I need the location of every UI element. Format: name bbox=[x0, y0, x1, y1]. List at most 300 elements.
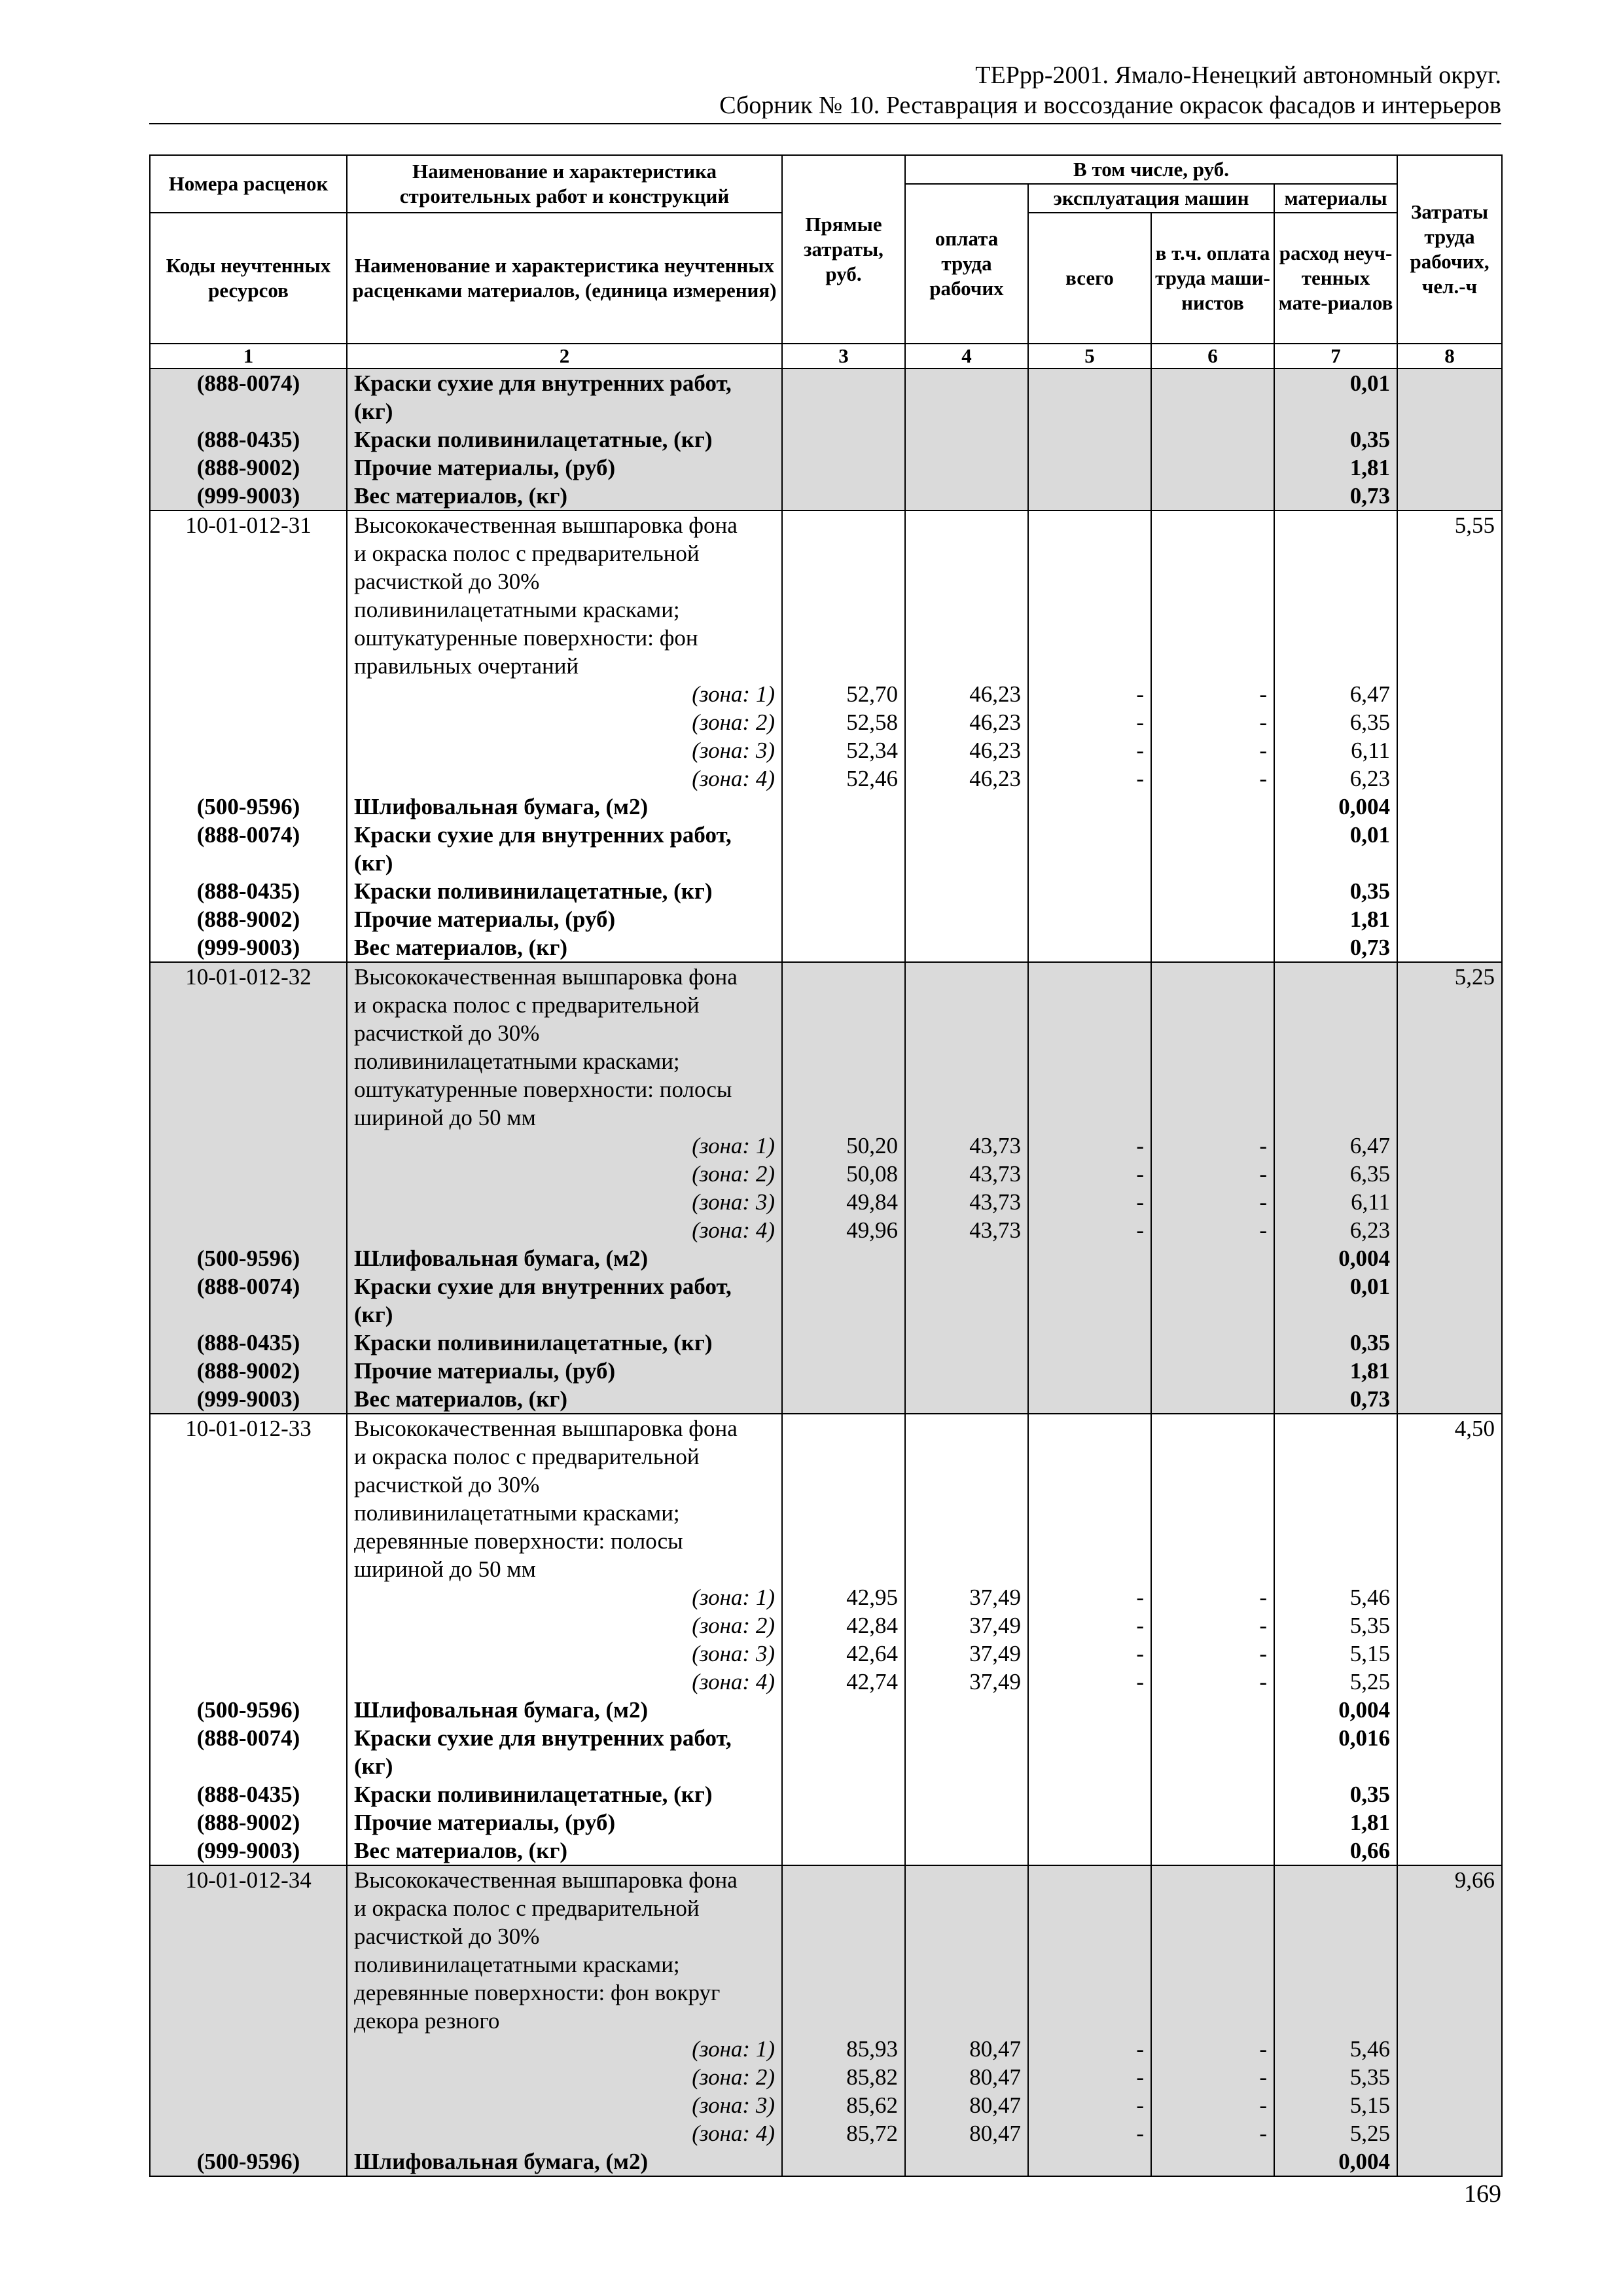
resource-name: Краски сухие для внутренних работ, bbox=[347, 1272, 782, 1300]
empty-cell bbox=[782, 1357, 905, 1385]
resource-name: Шлифовальная бумага, (м2) bbox=[347, 793, 782, 821]
material-consumption: 0,35 bbox=[1274, 877, 1397, 905]
direct-costs: 85,93 bbox=[782, 2035, 905, 2063]
empty-cell bbox=[782, 821, 905, 849]
empty-cell bbox=[905, 1555, 1028, 1583]
labor-costs bbox=[1397, 539, 1502, 567]
empty-cell bbox=[782, 1244, 905, 1272]
empty-cell bbox=[782, 1075, 905, 1103]
work-description: расчисткой до 30% bbox=[347, 1019, 782, 1047]
machines-total: - bbox=[1028, 680, 1151, 708]
empty-cell bbox=[1151, 991, 1274, 1019]
empty-cell bbox=[1028, 793, 1151, 821]
material-row bbox=[150, 1752, 1502, 1780]
empty-cell bbox=[150, 1583, 347, 1611]
rate-code bbox=[150, 1979, 347, 2007]
empty-cell bbox=[150, 2119, 347, 2147]
empty-cell bbox=[1397, 1160, 1502, 1188]
resource-code: (999-9003) bbox=[150, 1837, 347, 1865]
zone-label: (зона: 1) bbox=[347, 1583, 782, 1611]
col-number: 6 bbox=[1151, 344, 1274, 368]
col-material-use: расход неуч-тенных мате-риалов bbox=[1274, 213, 1397, 344]
labor-costs bbox=[1397, 991, 1502, 1019]
labor-pay: 43,73 bbox=[905, 1216, 1028, 1244]
rate-code bbox=[150, 991, 347, 1019]
material-consumption: 0,01 bbox=[1274, 1272, 1397, 1300]
empty-cell bbox=[1151, 1047, 1274, 1075]
empty-cell bbox=[1397, 1244, 1502, 1272]
empty-cell bbox=[1151, 1865, 1274, 1894]
labor-costs: 4,50 bbox=[1397, 1414, 1502, 1443]
material-row bbox=[150, 877, 1502, 905]
material-row bbox=[150, 905, 1502, 933]
material-consumption: 1,81 bbox=[1274, 454, 1397, 482]
resource-name: Прочие материалы, (руб) bbox=[347, 1357, 782, 1385]
empty-cell bbox=[1151, 1808, 1274, 1837]
materials-cost: 5,35 bbox=[1274, 1611, 1397, 1640]
empty-cell bbox=[150, 2035, 347, 2063]
labor-costs bbox=[1397, 1103, 1502, 1132]
resource-name: Прочие материалы, (руб) bbox=[347, 1808, 782, 1837]
rate-code bbox=[150, 567, 347, 596]
empty-cell bbox=[1028, 596, 1151, 624]
zone-label: (зона: 1) bbox=[347, 1132, 782, 1160]
empty-cell bbox=[1274, 1979, 1397, 2007]
rates-table bbox=[149, 154, 1503, 2177]
work-description: Высококачественная вышпаровка фона bbox=[347, 1414, 782, 1443]
resource-code: (888-0435) bbox=[150, 877, 347, 905]
resource-name: Вес материалов, (кг) bbox=[347, 933, 782, 962]
zone-row bbox=[150, 1132, 1502, 1160]
empty-cell bbox=[905, 1103, 1028, 1132]
empty-cell bbox=[782, 1979, 905, 2007]
material-row bbox=[150, 1724, 1502, 1752]
labor-costs bbox=[1397, 596, 1502, 624]
page-number: 169 bbox=[1464, 2180, 1501, 2208]
empty-cell bbox=[782, 454, 905, 482]
resource-code: (999-9003) bbox=[150, 482, 347, 511]
empty-cell bbox=[905, 1865, 1028, 1894]
empty-cell bbox=[1028, 1443, 1151, 1471]
col-number: 7 bbox=[1274, 344, 1397, 368]
machines-total: - bbox=[1028, 2119, 1151, 2147]
materials-cost: 5,46 bbox=[1274, 2035, 1397, 2063]
resource-name: (кг) bbox=[347, 1752, 782, 1780]
direct-costs: 52,70 bbox=[782, 680, 905, 708]
empty-cell bbox=[782, 368, 905, 397]
empty-cell bbox=[1151, 1443, 1274, 1471]
machinist-pay: - bbox=[1151, 2091, 1274, 2119]
empty-cell bbox=[1151, 821, 1274, 849]
zone-label: (зона: 2) bbox=[347, 1160, 782, 1188]
direct-costs: 52,34 bbox=[782, 736, 905, 764]
resource-code: (500-9596) bbox=[150, 1244, 347, 1272]
material-row bbox=[150, 368, 1502, 397]
empty-cell bbox=[782, 1865, 905, 1894]
material-consumption: 0,73 bbox=[1274, 933, 1397, 962]
resource-name: (кг) bbox=[347, 397, 782, 425]
materials-cost: 6,47 bbox=[1274, 1132, 1397, 1160]
empty-cell bbox=[1274, 1555, 1397, 1583]
zone-row bbox=[150, 736, 1502, 764]
empty-cell bbox=[1151, 1329, 1274, 1357]
empty-cell bbox=[1397, 1668, 1502, 1696]
empty-cell bbox=[150, 1668, 347, 1696]
col-rate-numbers: Номера расценок bbox=[150, 155, 347, 213]
labor-costs: 5,25 bbox=[1397, 962, 1502, 991]
col-number: 8 bbox=[1397, 344, 1502, 368]
empty-cell bbox=[905, 368, 1028, 397]
work-description: и окраска полос с предварительной bbox=[347, 1894, 782, 1922]
empty-cell bbox=[1151, 1894, 1274, 1922]
empty-cell bbox=[150, 708, 347, 736]
resource-name: Шлифовальная бумага, (м2) bbox=[347, 2147, 782, 2176]
labor-costs bbox=[1397, 1555, 1502, 1583]
empty-cell bbox=[1151, 1300, 1274, 1329]
machines-total: - bbox=[1028, 736, 1151, 764]
empty-cell bbox=[1028, 1414, 1151, 1443]
empty-cell bbox=[1151, 511, 1274, 539]
resource-code bbox=[150, 849, 347, 877]
rate-description-row bbox=[150, 567, 1502, 596]
empty-cell bbox=[1397, 1696, 1502, 1724]
zone-row bbox=[150, 1640, 1502, 1668]
empty-cell bbox=[150, 764, 347, 793]
direct-costs: 52,58 bbox=[782, 708, 905, 736]
empty-cell bbox=[905, 1414, 1028, 1443]
material-row bbox=[150, 933, 1502, 962]
empty-cell bbox=[1397, 1272, 1502, 1300]
work-description: поливинилацетатными красками; bbox=[347, 1499, 782, 1527]
empty-cell bbox=[1028, 821, 1151, 849]
empty-cell bbox=[1028, 1075, 1151, 1103]
empty-cell bbox=[1151, 1837, 1274, 1865]
empty-cell bbox=[782, 1019, 905, 1047]
resource-code: (500-9596) bbox=[150, 2147, 347, 2176]
empty-cell bbox=[905, 1300, 1028, 1329]
empty-cell bbox=[1028, 1527, 1151, 1555]
material-consumption: 0,004 bbox=[1274, 1696, 1397, 1724]
empty-cell bbox=[1028, 905, 1151, 933]
material-row bbox=[150, 454, 1502, 482]
empty-cell bbox=[1028, 2147, 1151, 2176]
col-work-name: Наименование и характеристика строительных работ и конструкций bbox=[347, 155, 782, 213]
empty-cell bbox=[782, 596, 905, 624]
empty-cell bbox=[1274, 1471, 1397, 1499]
machines-total: - bbox=[1028, 1611, 1151, 1640]
empty-cell bbox=[782, 511, 905, 539]
material-consumption: 0,73 bbox=[1274, 482, 1397, 511]
rate-code bbox=[150, 1527, 347, 1555]
empty-cell bbox=[1028, 1329, 1151, 1357]
empty-cell bbox=[905, 1894, 1028, 1922]
empty-cell bbox=[782, 962, 905, 991]
empty-cell bbox=[1028, 877, 1151, 905]
empty-cell bbox=[1151, 652, 1274, 680]
empty-cell bbox=[1397, 1752, 1502, 1780]
materials-cost: 5,25 bbox=[1274, 2119, 1397, 2147]
machines-total: - bbox=[1028, 1668, 1151, 1696]
empty-cell bbox=[1151, 1499, 1274, 1527]
empty-cell bbox=[782, 1837, 905, 1865]
empty-cell bbox=[905, 1780, 1028, 1808]
empty-cell bbox=[1028, 933, 1151, 962]
material-row bbox=[150, 482, 1502, 511]
col-including: В том числе, руб. bbox=[905, 155, 1397, 184]
machinist-pay: - bbox=[1151, 1160, 1274, 1188]
work-description: Высококачественная вышпаровка фона bbox=[347, 511, 782, 539]
empty-cell bbox=[1151, 454, 1274, 482]
empty-cell bbox=[1028, 1300, 1151, 1329]
material-row bbox=[150, 1780, 1502, 1808]
machinist-pay: - bbox=[1151, 1668, 1274, 1696]
labor-costs bbox=[1397, 1443, 1502, 1471]
zone-row bbox=[150, 1188, 1502, 1216]
empty-cell bbox=[1028, 624, 1151, 652]
material-row bbox=[150, 849, 1502, 877]
zone-row bbox=[150, 680, 1502, 708]
resource-code: (500-9596) bbox=[150, 793, 347, 821]
empty-cell bbox=[1151, 1752, 1274, 1780]
empty-cell bbox=[1274, 2007, 1397, 2035]
empty-cell bbox=[905, 1922, 1028, 1950]
empty-cell bbox=[782, 1499, 905, 1527]
zone-row bbox=[150, 764, 1502, 793]
labor-costs bbox=[1397, 1075, 1502, 1103]
empty-cell bbox=[1274, 1443, 1397, 1471]
empty-cell bbox=[905, 482, 1028, 511]
zone-label: (зона: 4) bbox=[347, 1668, 782, 1696]
empty-cell bbox=[1151, 425, 1274, 454]
resource-code: (888-0435) bbox=[150, 425, 347, 454]
machinist-pay: - bbox=[1151, 1132, 1274, 1160]
work-description: и окраска полос с предварительной bbox=[347, 539, 782, 567]
machinist-pay: - bbox=[1151, 2119, 1274, 2147]
empty-cell bbox=[1028, 368, 1151, 397]
empty-cell bbox=[1151, 624, 1274, 652]
empty-cell bbox=[1028, 1471, 1151, 1499]
empty-cell bbox=[905, 425, 1028, 454]
empty-cell bbox=[782, 991, 905, 1019]
rate-code bbox=[150, 596, 347, 624]
empty-cell bbox=[1151, 793, 1274, 821]
empty-cell bbox=[1397, 877, 1502, 905]
empty-cell bbox=[782, 1922, 905, 1950]
empty-cell bbox=[1274, 1865, 1397, 1894]
empty-cell bbox=[905, 821, 1028, 849]
labor-pay: 80,47 bbox=[905, 2035, 1028, 2063]
direct-costs: 85,82 bbox=[782, 2063, 905, 2091]
empty-cell bbox=[1397, 793, 1502, 821]
empty-cell bbox=[1397, 1837, 1502, 1865]
rate-code bbox=[150, 1894, 347, 1922]
empty-cell bbox=[905, 1499, 1028, 1527]
machines-total: - bbox=[1028, 2063, 1151, 2091]
zone-row bbox=[150, 2091, 1502, 2119]
resource-name: Краски сухие для внутренних работ, bbox=[347, 368, 782, 397]
empty-cell bbox=[905, 933, 1028, 962]
zone-label: (зона: 4) bbox=[347, 764, 782, 793]
material-row bbox=[150, 1385, 1502, 1414]
zone-label: (зона: 4) bbox=[347, 2119, 782, 2147]
materials-cost: 5,35 bbox=[1274, 2063, 1397, 2091]
empty-cell bbox=[1151, 1724, 1274, 1752]
empty-cell bbox=[1028, 2007, 1151, 2035]
rate-code bbox=[150, 1499, 347, 1527]
zone-label: (зона: 1) bbox=[347, 680, 782, 708]
labor-costs bbox=[1397, 1894, 1502, 1922]
material-row bbox=[150, 1837, 1502, 1865]
empty-cell bbox=[905, 567, 1028, 596]
direct-costs: 50,20 bbox=[782, 1132, 905, 1160]
empty-cell bbox=[1274, 624, 1397, 652]
direct-costs: 49,84 bbox=[782, 1188, 905, 1216]
empty-cell bbox=[1028, 1272, 1151, 1300]
col-machines-total: всего bbox=[1028, 213, 1151, 344]
material-consumption: 0,66 bbox=[1274, 1837, 1397, 1865]
rate-description-row bbox=[150, 1414, 1502, 1443]
empty-cell bbox=[905, 1047, 1028, 1075]
empty-cell bbox=[1028, 1499, 1151, 1527]
labor-costs bbox=[1397, 1950, 1502, 1979]
labor-pay: 37,49 bbox=[905, 1640, 1028, 1668]
work-description: декора резного bbox=[347, 2007, 782, 2035]
empty-cell bbox=[782, 1555, 905, 1583]
material-consumption: 0,004 bbox=[1274, 793, 1397, 821]
empty-cell bbox=[1028, 1385, 1151, 1414]
work-description: правильных очертаний bbox=[347, 652, 782, 680]
empty-cell bbox=[1274, 1922, 1397, 1950]
resource-code: (888-0435) bbox=[150, 1329, 347, 1357]
material-row bbox=[150, 2147, 1502, 2176]
work-description: и окраска полос с предварительной bbox=[347, 1443, 782, 1471]
empty-cell bbox=[1397, 1640, 1502, 1668]
empty-cell bbox=[1274, 652, 1397, 680]
material-row bbox=[150, 1357, 1502, 1385]
material-row bbox=[150, 1329, 1502, 1357]
empty-cell bbox=[1274, 539, 1397, 567]
materials-cost: 6,47 bbox=[1274, 680, 1397, 708]
work-description: оштукатуренные поверхности: полосы bbox=[347, 1075, 782, 1103]
col-resource-codes: Коды неучтенных ресурсов bbox=[150, 213, 347, 344]
labor-pay: 37,49 bbox=[905, 1583, 1028, 1611]
labor-pay: 43,73 bbox=[905, 1160, 1028, 1188]
empty-cell bbox=[150, 2063, 347, 2091]
materials-cost: 5,25 bbox=[1274, 1668, 1397, 1696]
empty-cell bbox=[1028, 511, 1151, 539]
empty-cell bbox=[782, 482, 905, 511]
labor-costs: 9,66 bbox=[1397, 1865, 1502, 1894]
material-consumption: 0,35 bbox=[1274, 1780, 1397, 1808]
empty-cell bbox=[782, 1527, 905, 1555]
empty-cell bbox=[150, 680, 347, 708]
empty-cell bbox=[1028, 1019, 1151, 1047]
empty-cell bbox=[1151, 2147, 1274, 2176]
empty-cell bbox=[782, 1047, 905, 1075]
empty-cell bbox=[782, 905, 905, 933]
empty-cell bbox=[1397, 397, 1502, 425]
resource-name: Краски поливинилацетатные, (кг) bbox=[347, 425, 782, 454]
empty-cell bbox=[1151, 1103, 1274, 1132]
rate-description-row bbox=[150, 1555, 1502, 1583]
header-title-line1: ТЕРрр-2001. Ямало-Ненецкий автономный округ. bbox=[975, 62, 1501, 89]
empty-cell bbox=[1028, 1865, 1151, 1894]
rate-code bbox=[150, 1922, 347, 1950]
material-row bbox=[150, 397, 1502, 425]
empty-cell bbox=[1028, 567, 1151, 596]
machinist-pay: - bbox=[1151, 680, 1274, 708]
machines-total: - bbox=[1028, 2035, 1151, 2063]
resource-code: (500-9596) bbox=[150, 1696, 347, 1724]
empty-cell bbox=[905, 454, 1028, 482]
resource-name: (кг) bbox=[347, 849, 782, 877]
resource-code bbox=[150, 1752, 347, 1780]
empty-cell bbox=[1274, 1047, 1397, 1075]
empty-cell bbox=[782, 624, 905, 652]
empty-cell bbox=[782, 1724, 905, 1752]
empty-cell bbox=[1274, 962, 1397, 991]
empty-cell bbox=[1274, 567, 1397, 596]
resource-name: Краски поливинилацетатные, (кг) bbox=[347, 877, 782, 905]
material-consumption: 0,35 bbox=[1274, 425, 1397, 454]
empty-cell bbox=[1274, 1499, 1397, 1527]
empty-cell bbox=[1397, 933, 1502, 962]
empty-cell bbox=[905, 539, 1028, 567]
rate-code bbox=[150, 539, 347, 567]
empty-cell bbox=[1028, 1696, 1151, 1724]
col-labor-costs: Затраты труда рабочих, чел.-ч bbox=[1397, 155, 1502, 344]
labor-costs bbox=[1397, 1922, 1502, 1950]
resource-code: (888-9002) bbox=[150, 454, 347, 482]
empty-cell bbox=[1151, 1272, 1274, 1300]
empty-cell bbox=[1028, 1780, 1151, 1808]
rate-code bbox=[150, 1075, 347, 1103]
resource-code: (888-0074) bbox=[150, 1724, 347, 1752]
empty-cell bbox=[1028, 539, 1151, 567]
material-consumption bbox=[1274, 397, 1397, 425]
empty-cell bbox=[1274, 1894, 1397, 1922]
resource-code bbox=[150, 397, 347, 425]
rate-code bbox=[150, 1019, 347, 1047]
table-body bbox=[150, 368, 1502, 2176]
materials-cost: 6,23 bbox=[1274, 764, 1397, 793]
labor-costs bbox=[1397, 1047, 1502, 1075]
material-row bbox=[150, 1808, 1502, 1837]
col-machines: эксплуатация машин bbox=[1028, 184, 1274, 213]
col-resource-name: Наименование и характеристика неучтенных расценками материалов, (единица измерения) bbox=[347, 213, 782, 344]
rate-code bbox=[150, 1443, 347, 1471]
empty-cell bbox=[905, 1443, 1028, 1471]
rate-description-row bbox=[150, 624, 1502, 652]
rate-code bbox=[150, 1047, 347, 1075]
empty-cell bbox=[1028, 1724, 1151, 1752]
empty-cell bbox=[782, 539, 905, 567]
material-row bbox=[150, 1244, 1502, 1272]
resource-name: Шлифовальная бумага, (м2) bbox=[347, 1244, 782, 1272]
empty-cell bbox=[782, 1808, 905, 1837]
empty-cell bbox=[1028, 991, 1151, 1019]
machinist-pay: - bbox=[1151, 2035, 1274, 2063]
empty-cell bbox=[905, 1752, 1028, 1780]
empty-cell bbox=[782, 1103, 905, 1132]
zone-label: (зона: 2) bbox=[347, 1611, 782, 1640]
machinist-pay: - bbox=[1151, 1611, 1274, 1640]
empty-cell bbox=[1028, 425, 1151, 454]
empty-cell bbox=[1151, 1385, 1274, 1414]
empty-cell bbox=[150, 1216, 347, 1244]
empty-cell bbox=[150, 736, 347, 764]
machines-total: - bbox=[1028, 1216, 1151, 1244]
